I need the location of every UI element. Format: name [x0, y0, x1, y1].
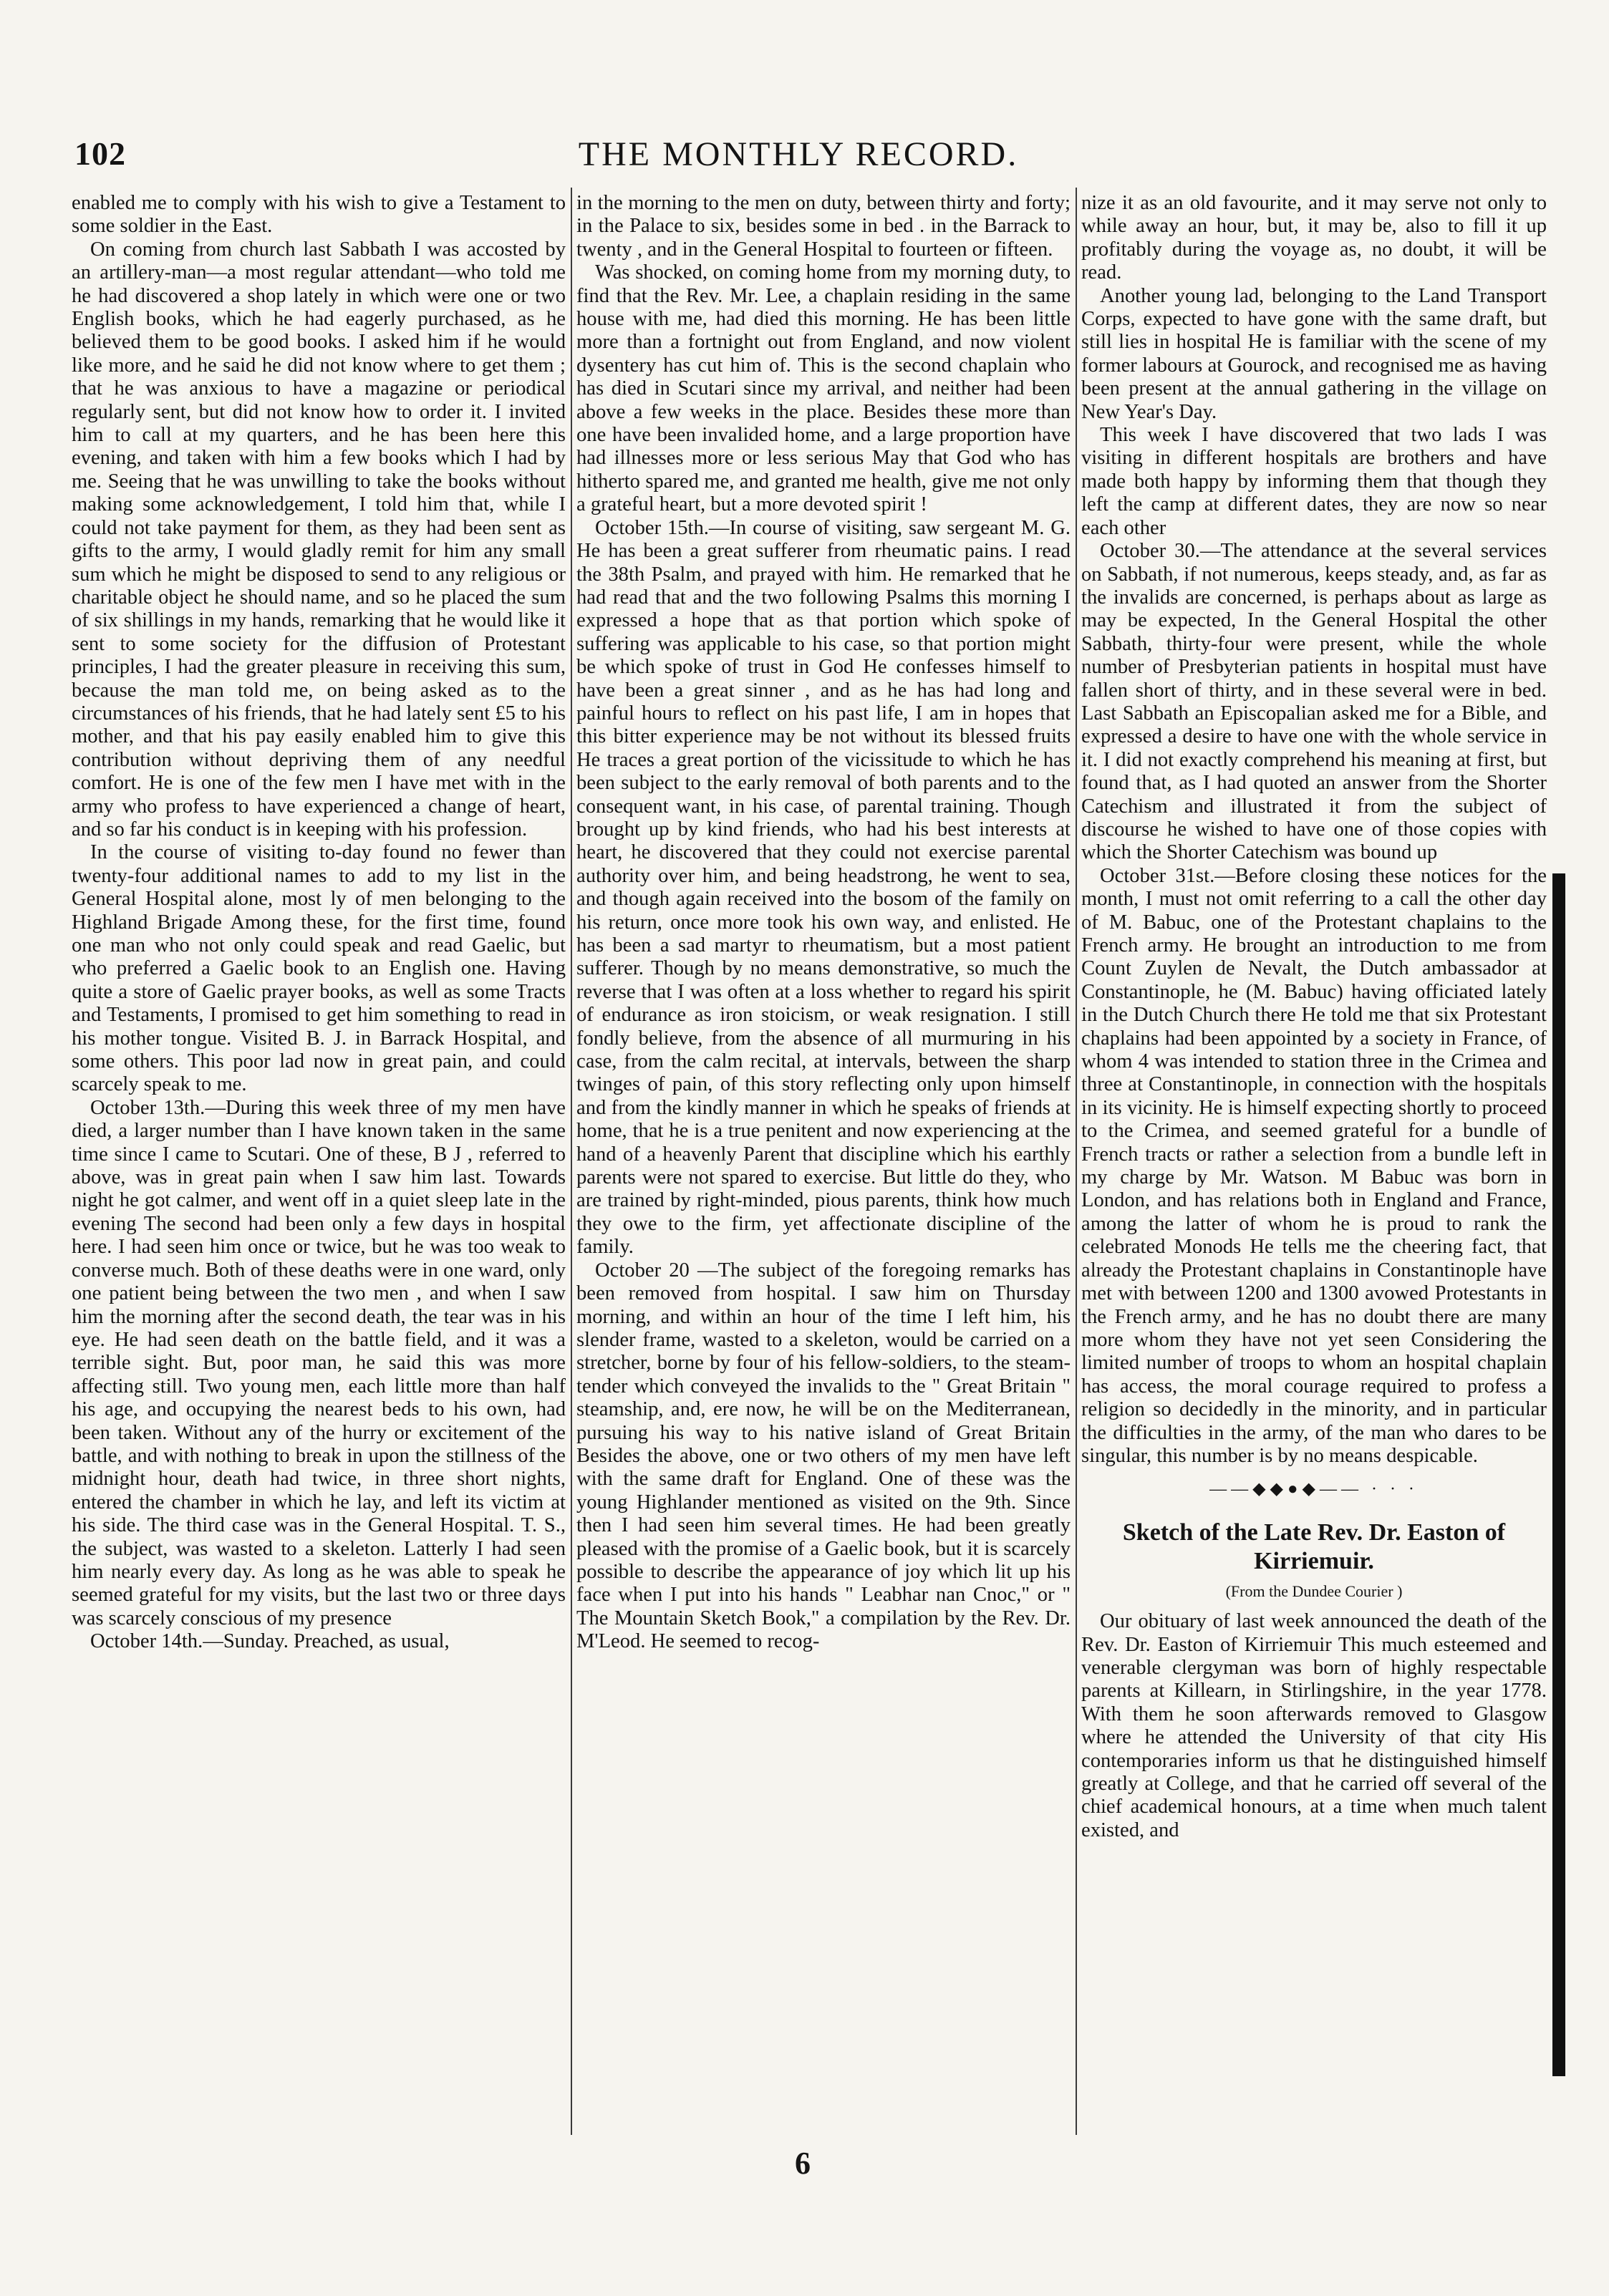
- page-header: [72, 135, 1525, 185]
- running-title: THE MONTHLY RECORD.: [578, 135, 1019, 173]
- section-ornament: ——◆◆●◆—— · · ·: [1209, 1480, 1419, 1499]
- paragraph: Another young lad, belonging to the Land Transport Corps, expected to have gone with the same draft, but still lies in hospital He is familiar with the scene of my former labours at Gourock, and recognised me as having been present at the annual gathering in the village on New Year's Day.: [1081, 284, 1547, 423]
- page-edge-shadow: [1552, 873, 1565, 2076]
- paragraph: October 30.—The attendance at the several services on Sabbath, if not numerous, keeps steady, and, as far as the invalids are concerned, is perhaps about as large as may be expected, In the General Hospital the other Sabbath, thirty-four were present, while the whole number of Presbyterian patients in hospital must have fallen short of thirty, and in these several were in bed. Last Sabbath an Episcopalian asked me for a Bible, and expressed a desire to have one with the whole service in it. I did not exactly comprehend his meaning at first, but found that, as I had quoted an answer from the Shorter Catechism and illustrated it from the subject of discourse he wished to have one of those copies with which the Shorter Catechism was bound up: [1081, 540, 1547, 864]
- paragraph: October 13th.—During this week three of my men have died, a larger number than I have known taken in the same time since I came to Scutari. One of these, B J , referred to above, was in great pain when I saw him last. Towards night he got calmer, and went off in a quiet sleep late in the evening The second had been only a few days in hospital here. I had seen him once or twice, but he was too weak to converse much. Both of these deaths were in one ward, only one patient being between the two men , and when I saw him the morning after the second death, the tear was in his eye. He had seen death on the battle field, and it was a terrible sight. But, poor man, he said this was more affecting still. Two young men, each little more than half his age, and occupying the nearest beds to his own, had been taken. Without any of the hurry or excitement of the battle, and with nothing to break in upon the stillness of the midnight hour, death had twice, in three short nights, entered the chamber in which he lay, and left its victim at his side. The third case was in the General Hospital. T. S., the subject, was wasted to a skeleton. Latterly I had seen him nearly every day. As long as he was able to speak he seemed grateful for my visits, but the last two or three days was scarcely conscious of my presence: [72, 1096, 566, 1629]
- paragraph: Our obituary of last week announced the death of the Rev. Dr. Easton of Kirriemuir This much esteemed and venerable clergyman was born of highly respectable parents at Killearn, in Stirlingshire, in the year 1778. With them he soon afterwards removed to Glasgow where he attended the University of that city His contemporaries inform us that he distinguished himself greatly at College, and that he carried off several of the chief academical honours, at a time when much talent existed, and: [1081, 1610, 1547, 1841]
- article-source: (From the Dundee Courier ): [1225, 1581, 1403, 1600]
- paragraph: On coming from church last Sabbath I was accosted by an artillery-man—a most regular attendant—who told me he had discovered a shop lately in which were one or two English books, which he had eagerly purchased, as he believed them to be good books. I asked him if he would like more, and he said he did not know where to get them ; that he was anxious to have a magazine or periodical regularly sent, but did not know how to order it. I invited him to call at my quarters, and he has been here this evening, and taken with him a few books which I had by me. Seeing that he was unwilling to take the books without making some acknowledgement, I told him that, while I could not take payment for them, as they had been sent as gifts to the army, I would gladly remit for him any small sum which he might be disposed to send to any religious or charitable object he should name, and so he placed the sum of six shillings in my hands, remarking that he would like it sent to some society for the diffusion of Protestant principles, I had the greater pleasure in receiving this sum, because the man told me, on being asked as to the circumstances of his friends, that he had lately sent £5 to his mother, and that his pay easily enabled him to give this contribution without depriving them of any needful comfort. He is one of the few men I have met with in the army who profess to have experienced a change of heart, and so far his conduct is in keeping with his profession.: [72, 238, 566, 841]
- article-title: Sketch of the Late Rev. Dr. Easton of Kirriemuir.: [1122, 1518, 1506, 1574]
- paragraph: This week I have discovered that two lads I was visiting in different hospitals are brothers and have made both happy by informing them that though they left the camp at different dates, they are now so near each other: [1081, 424, 1547, 539]
- text-column-3: [1081, 192, 1547, 2139]
- text-column-2: [576, 192, 1071, 2139]
- paragraph: in the morning to the men on duty, between thirty and forty; in the Palace to six, besides some in bed . in the Barrack to twenty , and in the General Hospital to fourteen or fifteen.: [576, 192, 1071, 261]
- column-divider-1: [571, 188, 572, 2135]
- paragraph: October 20 —The subject of the foregoing remarks has been removed from hospital. I saw him on Thursday morning, and within an hour of the time I left him, his slender frame, wasted to a skeleton, would be carried on a stretcher, borne by four of his fellow-soldiers, to the steam-tender which conveyed the invalids to the " Great Britain " steamship, and, ere now, he will be on the Mediterranean, pursuing his way to his native island of Great Britain Besides the above, one or two others of my men have left with the same draft for England. One of these was the young Highlander mentioned as visited on the 9th. Since then I had seen him several times. He had been greatly pleased with the promise of a Gaelic book, but it is scarcely possible to describe the appearance of joy which lit up his face when I put into his hands " Leabhar nan Cnoc," or " The Mountain Sketch Book," a compilation by the Rev. Dr. M'Leod. He seemed to recog-: [576, 1259, 1071, 1653]
- paragraph: Was shocked, on coming home from my morning duty, to find that the Rev. Mr. Lee, a chaplain residing in the same house with me, had died this morning. He has been little more than a fortnight out from England, and now violent dysentery has cut him of. This is the second chaplain who has died in Scutari since my arrival, and neither had been above a few weeks in the place. Besides these more than one have been invalided home, and a large proportion have had illnesses more or less serious May that God who has hitherto spared me, and granted me health, give me not only a grateful heart, but a more devoted spirit !: [576, 261, 1071, 516]
- paragraph: October 14th.—Sunday. Preached, as usual,: [90, 1630, 450, 1653]
- column-divider-2: [1076, 188, 1077, 2135]
- paragraph: October 31st.—Before closing these notices for the month, I must not omit referring to a call the other day of M. Babuc, one of the Protestant chaplains to the French army. He brought an introduction to me from Count Zuylen de Nevalt, the Dutch ambassador at Constantinople, he (M. Babuc) having officiated lately in the Dutch Church there He told me that six Protestant chaplains had been appointed by a society in France, of whom 4 was intended to station three in the Crimea and three at Constantinople, in connection with the hospitals in its vicinity. He is himself expecting shortly to proceed to the Crimea, and seemed grateful for a bundle of French tracts or rather a selection from a bundle left in my charge by Mr. Watson. M Babuc was born in London, and has relations both in England and France, among the latter of whom he is proud to rank the celebrated Monods He tells me the cheering fact, that already the Protestant chaplains in Constantinople have met with between 1200 and 1300 avowed Protestants in the French army, and he has no doubt there are many more whom they have not yet seen Considering the limited number of troops to whom an hospital chaplain has access, the moral courage required to profess a religion so decidedly in the minority, and in particular the difficulties in the army, of the man who dares to be singular, this number is by no means despicable.: [1081, 864, 1547, 1467]
- text-column-1: [72, 192, 566, 2139]
- signature-mark: 6: [795, 2146, 811, 2181]
- paragraph: nize it as an old favourite, and it may serve not only to while away an hour, but, it may be, also to fill it up profitably during the voyage as, no doubt, it will be read.: [1081, 192, 1547, 284]
- paragraph: In the course of visiting to-day found no fewer than twenty-four additional names to add to my list in the General Hospital alone, most ly of men belonging to the Highland Brigade Among these, for the first time, found one man who not only could speak and read Gaelic, but who preferred a Gaelic book to an English one. Having quite a store of Gaelic prayer books, as well as some Tracts and Testaments, I promised to get him something to read in his mother tongue. Visited B. J. in Barrack Hospital, and some others. This poor lad now in great pain, and could scarcely speak to me.: [72, 841, 566, 1096]
- paragraph: October 15th.—In course of visiting, saw sergeant M. G. He has been a great sufferer from rheumatic pains. I read the 38th Psalm, and prayed with him. He remarked that he had read that and the two following Psalms this morning I expressed a hope that as that portion which spoke of suffering was applicable to his case, so that portion might be which spoke of trust in God He confesses himself to have been a great sinner , and as he has had long and painful hours to reflect on his past life, I am in hopes that this bitter experience may be not without its blessed fruits He traces a great portion of the vicissitude to which he has been subject to the early removal of both parents and to the consequent want, in his case, of parental training. Though brought up by kind friends, who had his best interests at heart, he discovered that they could not exercise parental authority over him, and being headstrong, he went to sea, and though again received into the bosom of the family on his return, once more took his own way, and enlisted. He has been a sad martyr to rheumatism, but a most patient sufferer. Though by no means demonstrative, so much the reverse that I was often at a loss whether to regard his spirit of endurance as iron stoicism, or weak resignation. I still fondly believe, from the absence of all murmuring in his case, from the calm recital, at intervals, between the sharp twinges of pain, of this story reflecting only upon himself and from the kindly manner in which he speaks of friends at home, that he is a true penitent and now experiencing at the hand of a heavenly Parent that discipline which his earthly parents were not spared to exercise. But little do they, who are trained by right-minded, pious parents, think how much they owe to the firm, yet affectionate discipline of the family.: [576, 516, 1071, 1259]
- paragraph: enabled me to comply with his wish to give a Testament to some soldier in the East.: [72, 192, 566, 238]
- page-number: 102: [74, 135, 126, 172]
